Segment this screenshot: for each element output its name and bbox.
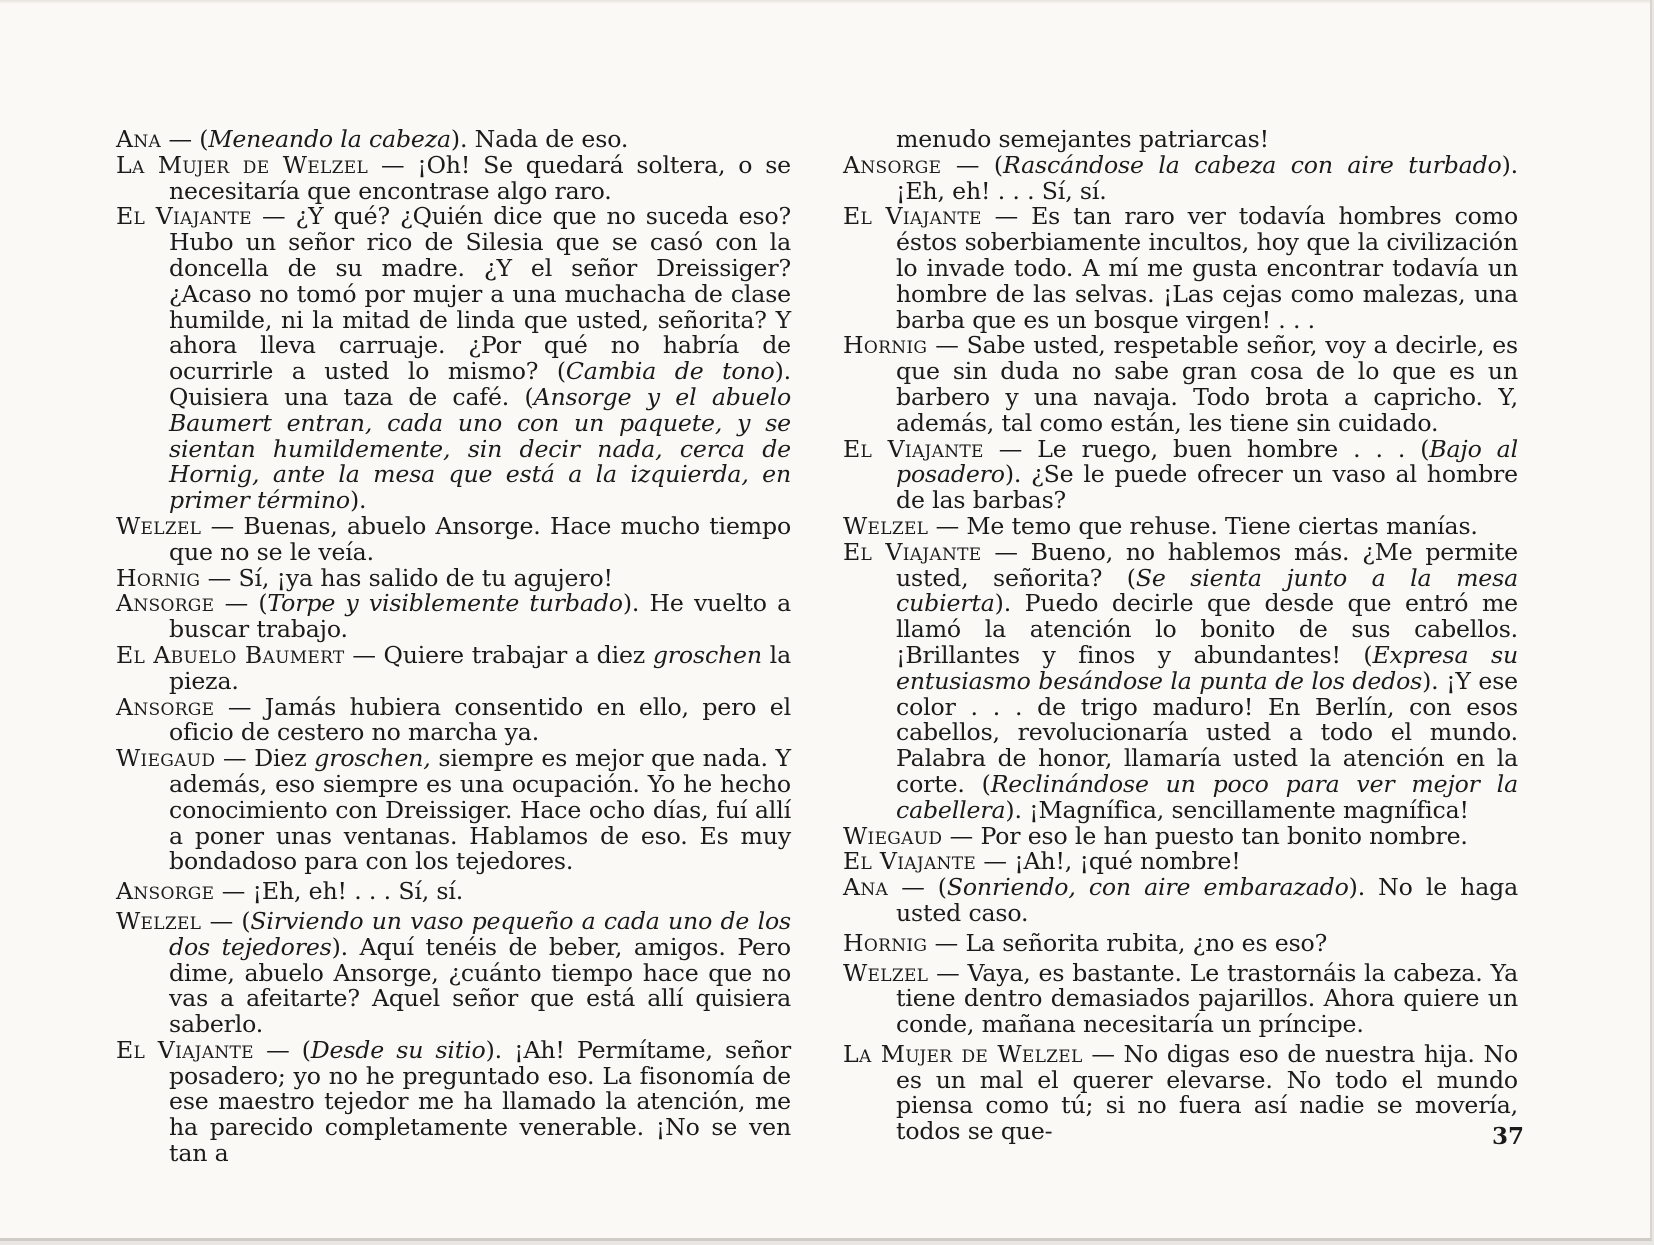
- speaker-name: Welzel: [843, 511, 929, 540]
- dialogue-paragraph: [843, 875, 1518, 927]
- dialogue-text: — (: [253, 1035, 311, 1064]
- speaker-name: El Abuelo Baumert: [116, 640, 345, 669]
- dialogue-text: la pieza.: [169, 640, 791, 695]
- stage-direction: Cambia de tono: [565, 357, 775, 386]
- dialogue-text: ). No le haga usted caso.: [896, 873, 1518, 927]
- dialogue-paragraph: [116, 563, 791, 592]
- dialogue-text: ). ¡Eh, eh! . . . Sí, sí.: [896, 150, 1519, 205]
- stage-direction: Expresa su entusiasmo besándose la punta de los dedos: [896, 640, 1518, 695]
- dialogue-text: ).: [349, 486, 367, 515]
- dialogue-paragraph: [843, 333, 1518, 436]
- dialogue-text: — ¿Y qué? ¿Quién dice que no suceda eso? Hubo un señor rico de Silesia que se casó con la doncella de su madre. ¿Y el señor Dreissiger? ¿Acaso no tomó por mujer a una muchacha de clase humilde, ni la mitad de linda que usted, señorita? Y ahora lleva carruaje. ¿Por qué no habría de ocurrirle a usted lo mismo? (: [169, 202, 792, 386]
- dialogue-text: — Buenas, abuelo Ansorge. Hace mucho tiempo que no se le veía.: [169, 511, 791, 566]
- dialogue-text: — (: [888, 873, 947, 902]
- speaker-name: El Viajante: [843, 434, 984, 463]
- dialogue-text: — (: [214, 589, 268, 618]
- speaker-name: Wiegaud: [843, 821, 943, 850]
- speaker-name: La Mujer de Welzel: [116, 150, 369, 179]
- dialogue-text: — ¡Ah!, ¡qué nombre!: [976, 847, 1241, 876]
- speaker-name: Welzel: [116, 906, 202, 935]
- speaker-name: El Viajante: [116, 202, 252, 231]
- dialogue-text: — (: [941, 150, 1003, 179]
- dialogue-paragraph: [843, 821, 1518, 850]
- dialogue-paragraph: [843, 928, 1518, 957]
- dialogue-paragraph: [116, 746, 791, 875]
- stage-direction: Se sienta junto a la mesa cubierta: [896, 563, 1518, 618]
- speaker-name: Welzel: [843, 958, 929, 987]
- dialogue-paragraph: [843, 958, 1518, 1039]
- dialogue-text: ). He vuelto a buscar trabajo.: [169, 589, 791, 644]
- stage-direction: Meneando la cabeza: [208, 125, 451, 153]
- dialogue-text: ). Nada de eso.: [450, 125, 629, 153]
- speaker-name: La Mujer de Welzel: [843, 1039, 1083, 1068]
- speaker-name: El Viajante: [116, 1035, 254, 1064]
- dialogue-text: ). ¡Magnífica, sencillamente magnífica!: [1005, 795, 1469, 824]
- dialogue-paragraph: [843, 511, 1518, 540]
- dialogue-text: — Es tan raro ver todavía hombres como éstos soberbiamente incultos, hoy que la civilización lo invade todo. A mí me gusta encontrar todavía un hombre de las selvas. ¡Las cejas como malezas, una barba que es un bosque virgen! . . .: [896, 202, 1519, 334]
- stage-direction: Bajo al posadero: [896, 434, 1518, 489]
- dialogue-text: — La señorita rubita, ¿no es eso?: [927, 928, 1328, 957]
- dialogue-text: — Sabe usted, respetable señor, voy a decirle, es que sin duda no sabe gran cosa de lo que es un barbero y una navaja. Todo brota a capricho. Y, además, tal como están, les tiene sin cuidado.: [896, 331, 1518, 437]
- dialogue-paragraph: [116, 1035, 791, 1168]
- speaker-name: Wiegaud: [116, 744, 216, 773]
- stage-direction: groschen,: [314, 744, 431, 773]
- dialogue-text: — Jamás hubiera consentido en ello, pero el oficio de cestero no marcha ya.: [169, 692, 791, 747]
- dialogue-text: siempre es mejor que nada. Y además, eso siempre es una ocupación. Yo he hecho conocimiento con Dreissiger. Hace ocho días, fuí allí a poner unas ventanas. Hablamos de eso. Es muy bondadoso para con los tejedores.: [169, 744, 791, 876]
- dialogue-text: — Vaya, es bastante. Le trastornáis la cabeza. Ya tiene dentro demasiados pajarillos. Ahora quiere un conde, mañana necesitaría un príncipe.: [896, 958, 1518, 1039]
- dialogue-paragraph: [116, 879, 791, 905]
- dialogue-text: ). Quisiera una taza de café. (: [169, 357, 791, 411]
- dialogue-paragraph: [116, 692, 791, 747]
- stage-direction: Desde su sitio: [310, 1035, 486, 1064]
- dialogue-paragraph: [843, 150, 1519, 205]
- left-text-column: [116, 127, 791, 1167]
- dialogue-text: ). ¿Se le puede ofrecer un vaso al hombre de las barbas?: [896, 460, 1518, 515]
- dialogue-text: — Sí, ¡ya has salido de tu agujero!: [200, 563, 613, 592]
- dialogue-paragraph: [843, 204, 1518, 333]
- speaker-name: Ansorge: [116, 692, 215, 721]
- speaker-name: Ansorge: [843, 150, 942, 179]
- speaker-name: El Viajante: [843, 537, 982, 566]
- dialogue-text: ). Puedo decirle que desde que entró me llamó la atención lo bonito de sus cabellos. ¡Brillantes y finos y abundantes! (: [896, 589, 1518, 669]
- dialogue-paragraph: [843, 127, 1518, 153]
- right-text-column: [843, 127, 1518, 1145]
- speaker-name: El Viajante: [843, 847, 977, 876]
- dialogue-paragraph: [116, 906, 791, 1039]
- dialogue-text: — (: [201, 906, 251, 935]
- dialogue-text: ). ¡Y ese color . . . de trigo maduro! En Berlín, con esos cabellos, revolucionaría usted a todo el mundo. Palabra de honor, llamaría usted la atención en la corte. (: [896, 666, 1518, 798]
- speaker-name: Welzel: [116, 511, 202, 540]
- stage-direction: Sirviendo un vaso pequeño a cada uno de los dos tejedores: [169, 906, 791, 961]
- dialogue-paragraph: [843, 537, 1518, 824]
- speaker-name: Hornig: [843, 331, 928, 360]
- dialogue-paragraph: [843, 1039, 1518, 1146]
- speaker-name: Ana: [843, 873, 889, 902]
- speaker-name: Ansorge: [116, 877, 215, 906]
- dialogue-paragraph: [116, 591, 791, 643]
- dialogue-text: menudo semejantes patriarcas!: [896, 125, 1269, 153]
- dialogue-paragraph: [116, 150, 791, 205]
- stage-direction: Rascándose la cabeza con aire turbado: [1002, 150, 1502, 179]
- speaker-name: Ana: [116, 125, 162, 153]
- dialogue-text: (: [199, 125, 209, 153]
- dialogue-text: — Por eso le han puesto tan bonito nombre.: [942, 821, 1468, 850]
- dialogue-text: ). ¡Ah! Permítame, señor posadero; yo no he preguntado eso. La fisonomía de ese maestro tejedor me ha llamado la atención, me ha parecido completamente venerable. ¡No se ven tan a: [169, 1035, 791, 1168]
- page-number: 37: [1492, 1123, 1525, 1150]
- stage-direction: Sonriendo, con aire embarazado: [946, 873, 1349, 902]
- dialogue-text: — ¡Oh! Se quedará soltera, o se necesitaría que encontrase algo raro.: [169, 150, 791, 205]
- speaker-name: El Viajante: [843, 202, 982, 231]
- dialogue-paragraph: [843, 434, 1518, 515]
- dialogue-text: — Diez: [215, 744, 315, 773]
- dialogue-paragraph: [116, 127, 791, 153]
- speaker-name: Hornig: [843, 928, 928, 957]
- dialogue-text: — ¡Eh, eh! . . . Sí, sí.: [214, 877, 464, 906]
- dialogue-paragraph: [116, 204, 791, 514]
- stage-direction: Ansorge y el abuelo Baumert entran, cada uno con un paquete, y se sientan humildemente, sin decir nada, cerca de Hornig, ante la mesa que está a la izquierda, en primer término: [169, 382, 791, 515]
- dialogue-text: — No digas eso de nuestra hija. No es un mal el querer elevarse. No todo el mundo piensa como tú; si no fuera así nadie se movería, todos se que-: [896, 1039, 1518, 1146]
- dialogue-text: ). Aquí tenéis de beber, amigos. Pero dime, abuelo Ansorge, ¿cuánto tiempo hace que no vas a afeitarte? Aquel señor que está allí quisiera saberlo.: [169, 932, 791, 1039]
- stage-direction: Reclinándose un poco para ver mejor la cabellera: [896, 769, 1518, 824]
- stage-direction: Torpe y visiblemente turbado: [267, 589, 623, 618]
- dialogue-text: — Me temo que rehuse. Tiene ciertas manías.: [928, 511, 1478, 540]
- dialogue-text: — Le ruego, buen hombre . . . (: [983, 434, 1430, 463]
- dialogue-paragraph: [116, 511, 791, 566]
- dialogue-paragraph: [116, 640, 791, 695]
- speaker-name: Ansorge: [116, 589, 215, 618]
- speaker-name: Hornig: [116, 563, 201, 592]
- dialogue-text: — Bueno, no hablemos más. ¿Me permite usted, señorita? (: [896, 537, 1518, 592]
- stage-direction: groschen: [652, 640, 762, 669]
- dialogue-text: —: [161, 125, 200, 153]
- dialogue-text: — Quiere trabajar a diez: [344, 640, 653, 669]
- dialogue-paragraph: [843, 849, 1518, 875]
